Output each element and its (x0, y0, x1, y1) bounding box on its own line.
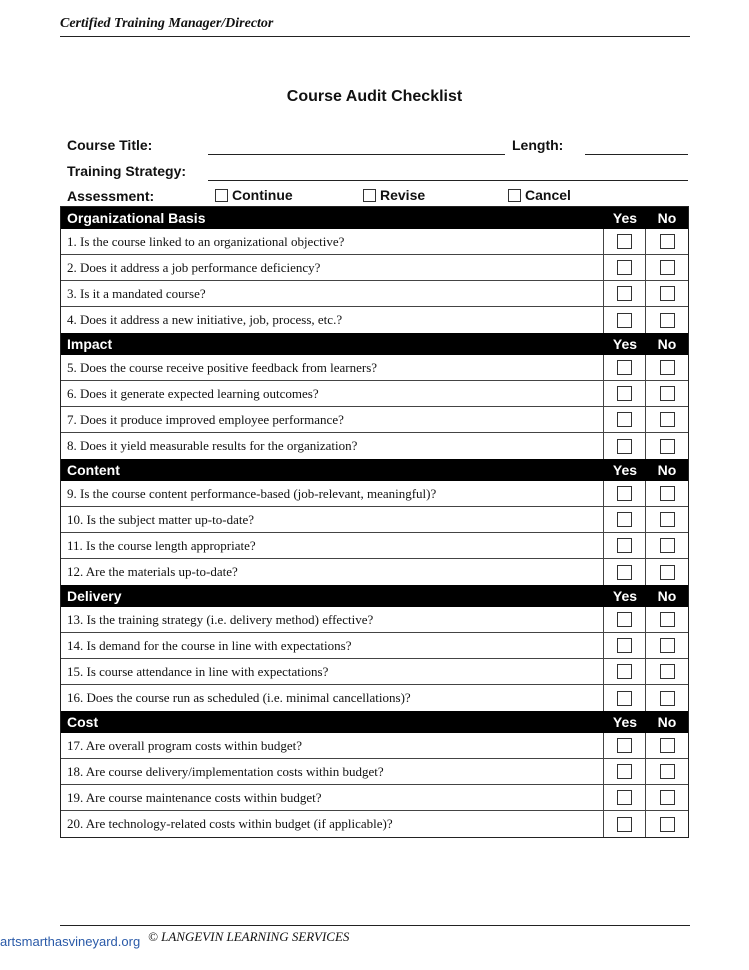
assessment-label: Assessment: (67, 188, 155, 204)
no-cell (646, 381, 688, 406)
yes-cell (604, 481, 646, 506)
assessment-revise[interactable] (363, 187, 425, 203)
yes-checkbox[interactable] (617, 234, 632, 249)
no-column-header: No (657, 462, 677, 478)
question-text: 9. Is the course content performance-based (job-relevant, meaningful)? (61, 481, 604, 506)
checklist-row (61, 255, 688, 281)
no-column-header: No (657, 210, 677, 226)
no-column-header: No (657, 714, 677, 730)
no-cell (646, 533, 688, 558)
no-checkbox[interactable] (660, 738, 675, 753)
checklist-row (61, 507, 688, 533)
no-column-header: No (657, 588, 677, 604)
yes-column-header: Yes (612, 714, 638, 730)
header-rule (60, 36, 690, 37)
yes-cell (604, 759, 646, 784)
checklist-row (61, 281, 688, 307)
question-text: 3. Is it a mandated course? (61, 281, 604, 306)
section-header (61, 333, 688, 355)
question-text: 10. Is the subject matter up-to-date? (61, 507, 604, 532)
no-checkbox[interactable] (660, 612, 675, 627)
yes-checkbox[interactable] (617, 538, 632, 553)
question-text: 14. Is demand for the course in line with expectations? (61, 633, 604, 658)
no-checkbox[interactable] (660, 638, 675, 653)
watermark: artsmarthasvineyard.org (0, 934, 141, 949)
no-checkbox[interactable] (660, 286, 675, 301)
checklist-row (61, 559, 688, 585)
section-title: Content (67, 462, 120, 478)
no-checkbox[interactable] (660, 512, 675, 527)
checklist-row (61, 785, 688, 811)
no-checkbox[interactable] (660, 386, 675, 401)
no-cell (646, 229, 688, 254)
cancel-checkbox[interactable] (508, 189, 521, 202)
assessment-cancel[interactable] (508, 187, 571, 203)
yes-cell (604, 355, 646, 380)
no-checkbox[interactable] (660, 538, 675, 553)
no-checkbox[interactable] (660, 313, 675, 328)
section-items (61, 481, 688, 585)
yes-cell (604, 633, 646, 658)
yes-checkbox[interactable] (617, 738, 632, 753)
section-header (61, 459, 688, 481)
audit-checklist-table (60, 206, 689, 838)
length-label: Length: (512, 137, 564, 153)
yes-cell (604, 559, 646, 585)
yes-cell (604, 659, 646, 684)
no-checkbox[interactable] (660, 260, 675, 275)
question-text: 4. Does it address a new initiative, job, process, etc.? (61, 307, 604, 333)
section-title: Cost (67, 714, 99, 730)
yes-checkbox[interactable] (617, 286, 632, 301)
no-cell (646, 481, 688, 506)
yes-cell (604, 785, 646, 810)
no-checkbox[interactable] (660, 664, 675, 679)
question-text: 6. Does it generate expected learning outcomes? (61, 381, 604, 406)
no-column-header: No (657, 336, 677, 352)
no-checkbox[interactable] (660, 486, 675, 501)
yes-cell (604, 407, 646, 432)
no-checkbox[interactable] (660, 565, 675, 580)
assessment-continue[interactable] (215, 187, 293, 203)
yes-cell (604, 281, 646, 306)
section-header (61, 207, 688, 229)
checklist-row (61, 811, 688, 837)
yes-cell (604, 533, 646, 558)
revise-checkbox[interactable] (363, 189, 376, 202)
no-cell (646, 759, 688, 784)
yes-cell (604, 307, 646, 333)
course-title-label: Course Title: (67, 137, 153, 153)
yes-cell (604, 733, 646, 758)
yes-cell (604, 255, 646, 280)
no-cell (646, 659, 688, 684)
section-title: Organizational Basis (67, 210, 206, 226)
checklist-row (61, 533, 688, 559)
checklist-row (61, 659, 688, 685)
checklist-row (61, 733, 688, 759)
header-title: Certified Training Manager/Director (60, 16, 274, 31)
question-text: 17. Are overall program costs within budget? (61, 733, 604, 758)
section-header (61, 711, 688, 733)
training-strategy-label: Training Strategy: (67, 163, 187, 179)
yes-column-header: Yes (612, 210, 638, 226)
no-cell (646, 685, 688, 711)
checklist-row (61, 481, 688, 507)
yes-checkbox[interactable] (617, 790, 632, 805)
question-text: 7. Does it produce improved employee performance? (61, 407, 604, 432)
section-items (61, 733, 688, 837)
yes-column-header: Yes (612, 588, 638, 604)
question-text: 16. Does the course run as scheduled (i.e. minimal cancellations)? (61, 685, 604, 711)
section-header (61, 585, 688, 607)
checklist-row (61, 607, 688, 633)
question-text: 20. Are technology-related costs within budget (if applicable)? (61, 811, 604, 837)
section-title: Delivery (67, 588, 122, 604)
no-cell (646, 785, 688, 810)
no-cell (646, 507, 688, 532)
no-checkbox[interactable] (660, 439, 675, 454)
no-checkbox[interactable] (660, 691, 675, 706)
no-cell (646, 607, 688, 632)
no-checkbox[interactable] (660, 412, 675, 427)
yes-checkbox[interactable] (617, 691, 632, 706)
yes-checkbox[interactable] (617, 439, 632, 454)
continue-checkbox[interactable] (215, 189, 228, 202)
yes-checkbox[interactable] (617, 664, 632, 679)
checklist-row (61, 381, 688, 407)
yes-checkbox[interactable] (617, 412, 632, 427)
yes-column-header: Yes (612, 336, 638, 352)
no-checkbox[interactable] (660, 360, 675, 375)
checklist-row (61, 685, 688, 711)
question-text: 2. Does it address a job performance deficiency? (61, 255, 604, 280)
no-checkbox[interactable] (660, 234, 675, 249)
question-text: 13. Is the training strategy (i.e. delivery method) effective? (61, 607, 604, 632)
no-cell (646, 307, 688, 333)
yes-cell (604, 229, 646, 254)
no-cell (646, 281, 688, 306)
checklist-row (61, 407, 688, 433)
document-title: Course Audit Checklist (286, 88, 463, 105)
yes-cell (604, 381, 646, 406)
question-text: 1. Is the course linked to an organizational objective? (61, 229, 604, 254)
length-field[interactable] (585, 154, 688, 155)
cancel-label: Cancel (525, 187, 571, 203)
yes-column-header: Yes (612, 462, 638, 478)
yes-checkbox[interactable] (617, 764, 632, 779)
yes-checkbox[interactable] (617, 638, 632, 653)
question-text: 8. Does it yield measurable results for the organization? (61, 433, 604, 459)
yes-checkbox[interactable] (617, 260, 632, 275)
no-cell (646, 559, 688, 585)
yes-cell (604, 811, 646, 837)
course-title-field[interactable] (208, 154, 505, 155)
no-cell (646, 433, 688, 459)
section-title: Impact (67, 336, 113, 352)
checklist-row (61, 633, 688, 659)
yes-cell (604, 685, 646, 711)
revise-label: Revise (380, 187, 426, 203)
yes-cell (604, 607, 646, 632)
question-text: 5. Does the course receive positive feedback from learners? (61, 355, 604, 380)
question-text: 18. Are course delivery/implementation costs within budget? (61, 759, 604, 784)
no-cell (646, 733, 688, 758)
no-cell (646, 255, 688, 280)
training-strategy-field[interactable] (208, 180, 688, 181)
footer-copyright: © LANGEVIN LEARNING SERVICES (148, 929, 350, 944)
question-text: 12. Are the materials up-to-date? (61, 559, 604, 585)
question-text: 15. Is course attendance in line with expectations? (61, 659, 604, 684)
yes-cell (604, 507, 646, 532)
no-checkbox[interactable] (660, 790, 675, 805)
yes-checkbox[interactable] (617, 512, 632, 527)
no-cell (646, 355, 688, 380)
footer-rule (60, 925, 690, 926)
section-items (61, 355, 688, 459)
continue-label: Continue (232, 187, 293, 203)
no-cell (646, 633, 688, 658)
section-items (61, 229, 688, 333)
yes-checkbox[interactable] (617, 386, 632, 401)
yes-checkbox[interactable] (617, 486, 632, 501)
yes-checkbox[interactable] (617, 817, 632, 832)
question-text: 19. Are course maintenance costs within budget? (61, 785, 604, 810)
yes-checkbox[interactable] (617, 313, 632, 328)
no-checkbox[interactable] (660, 764, 675, 779)
checklist-row (61, 355, 688, 381)
checklist-row (61, 759, 688, 785)
checklist-row (61, 433, 688, 459)
yes-checkbox[interactable] (617, 360, 632, 375)
no-cell (646, 811, 688, 837)
section-items (61, 607, 688, 711)
yes-checkbox[interactable] (617, 612, 632, 627)
no-checkbox[interactable] (660, 817, 675, 832)
no-cell (646, 407, 688, 432)
yes-checkbox[interactable] (617, 565, 632, 580)
checklist-row (61, 307, 688, 333)
question-text: 11. Is the course length appropriate? (61, 533, 604, 558)
checklist-row (61, 229, 688, 255)
yes-cell (604, 433, 646, 459)
